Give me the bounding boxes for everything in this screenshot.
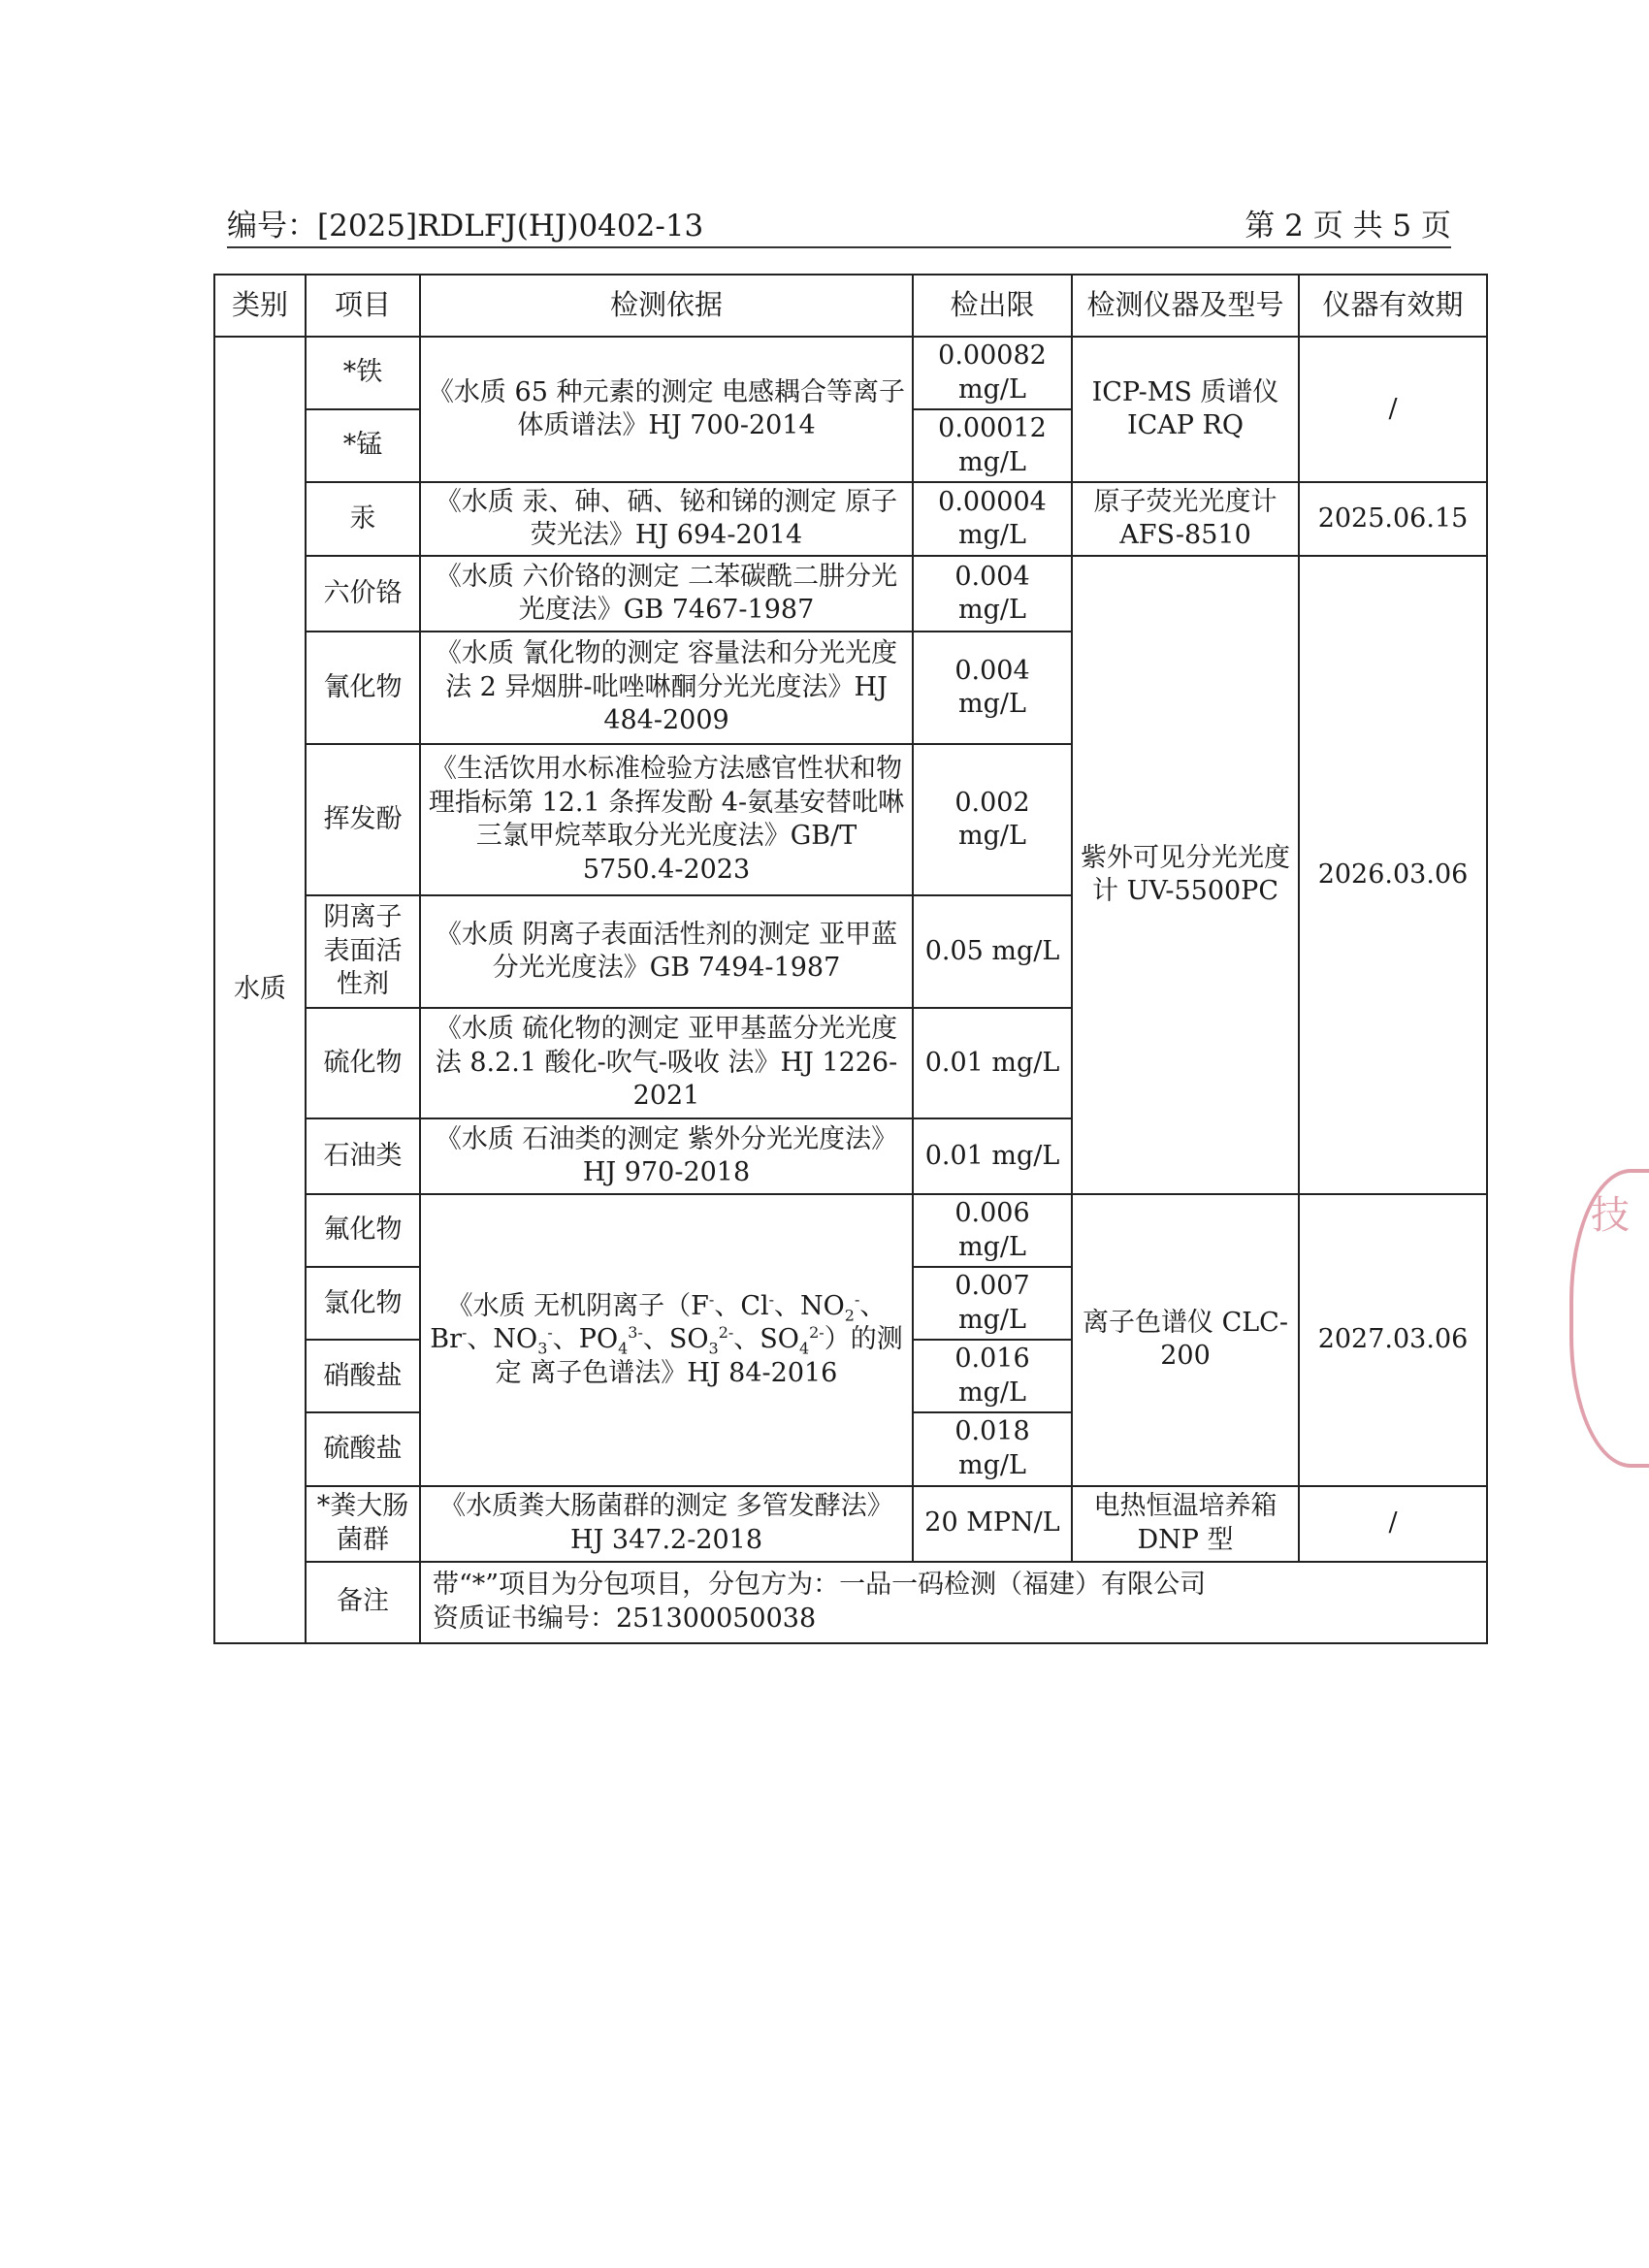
item-cell: 六价铬 bbox=[306, 556, 420, 632]
method-superscript: 2- bbox=[809, 1323, 824, 1343]
item-cell: 挥发酚 bbox=[306, 744, 420, 895]
method-superscript: - bbox=[768, 1289, 775, 1309]
method-text: 、SO bbox=[642, 1324, 709, 1355]
instrument-cell: 电热恒温培养箱 DNP 型 bbox=[1072, 1486, 1299, 1562]
seal-stamp bbox=[1569, 1169, 1649, 1468]
validity-cell: / bbox=[1299, 337, 1487, 482]
limit-cell: 0.004 mg/L bbox=[913, 632, 1072, 744]
validity-cell: / bbox=[1299, 1486, 1487, 1562]
col-header-item: 项目 bbox=[306, 275, 420, 337]
method-cell: 《水质 阴离子表面活性剂的测定 亚甲蓝分光光度法》GB 7494-1987 bbox=[420, 895, 913, 1008]
table-row bbox=[214, 482, 1487, 556]
method-text: 、PO bbox=[552, 1324, 619, 1355]
limit-cell: 0.007 mg/L bbox=[913, 1267, 1072, 1340]
remark-line-certificate: 资质证书编号：251300050038 bbox=[433, 1603, 817, 1634]
col-header-validity: 仪器有效期 bbox=[1299, 275, 1487, 337]
col-header-category: 类别 bbox=[214, 275, 306, 337]
item-cell: 硝酸盐 bbox=[306, 1340, 420, 1412]
limit-cell: 0.016 mg/L bbox=[913, 1340, 1072, 1412]
remark-row bbox=[214, 1562, 1487, 1643]
limit-cell: 20 MPN/L bbox=[913, 1486, 1072, 1562]
limit-cell: 0.01 mg/L bbox=[913, 1118, 1072, 1194]
method-text: ）的测定 离子色谱法》HJ 84-2016 bbox=[495, 1324, 903, 1388]
item-cell: 汞 bbox=[306, 482, 420, 556]
table-header-row bbox=[214, 275, 1487, 337]
limit-cell: 0.05 mg/L bbox=[913, 895, 1072, 1008]
validity-cell: 2026.03.06 bbox=[1299, 556, 1487, 1194]
limit-cell: 0.002 mg/L bbox=[913, 744, 1072, 895]
item-cell: 阴离子表面活性剂 bbox=[306, 895, 420, 1008]
method-text: 、NO bbox=[467, 1324, 538, 1355]
method-subscript: 2 bbox=[844, 1305, 855, 1324]
method-cell: 《水质 硫化物的测定 亚甲基蓝分光光度法 8.2.1 酸化-吹气-吸收 法》HJ 1226-2021 bbox=[420, 1008, 913, 1118]
item-cell: *铁 bbox=[306, 337, 420, 409]
instrument-cell: 紫外可见分光光度计 UV-5500PC bbox=[1072, 556, 1299, 1194]
method-cell: 《水质 汞、砷、硒、铋和锑的测定 原子荧光法》HJ 694-2014 bbox=[420, 482, 913, 556]
limit-cell: 0.00004 mg/L bbox=[913, 482, 1072, 556]
method-superscript: 3- bbox=[628, 1323, 643, 1343]
limit-cell: 0.00082 mg/L bbox=[913, 337, 1072, 409]
item-cell: *粪大肠菌群 bbox=[306, 1486, 420, 1562]
method-text: 《水质 无机阴离子（F bbox=[446, 1290, 709, 1321]
table-row bbox=[214, 337, 1487, 409]
item-cell: 硫酸盐 bbox=[306, 1412, 420, 1485]
method-cell: 《水质 六价铬的测定 二苯碳酰二肼分光光度法》GB 7467-1987 bbox=[420, 556, 913, 632]
method-subscript: 4 bbox=[618, 1339, 629, 1358]
col-header-limit: 检出限 bbox=[913, 275, 1072, 337]
method-cell: 《生活饮用水标准检验方法感官性状和物理指标第 12.1 条挥发酚 4-氨基安替吡啉三氯甲烷萃取分光光度法》GB/T 5750.4-2023 bbox=[420, 744, 913, 895]
method-text: 、NO bbox=[774, 1290, 845, 1321]
col-header-method: 检测依据 bbox=[420, 275, 913, 337]
method-superscript: - bbox=[854, 1289, 860, 1309]
limit-cell: 0.00012 mg/L bbox=[913, 409, 1072, 482]
item-cell: 氟化物 bbox=[306, 1194, 420, 1267]
method-text: 、SO bbox=[733, 1324, 799, 1355]
item-cell: *锰 bbox=[306, 409, 420, 482]
item-cell: 石油类 bbox=[306, 1118, 420, 1194]
method-subscript: 3 bbox=[708, 1339, 719, 1358]
method-superscript: - bbox=[708, 1289, 715, 1309]
instrument-cell: ICP-MS 质谱仪 ICAP RQ bbox=[1072, 337, 1299, 482]
document-number: 编号：[2025]RDLFJ(HJ)0402-13 bbox=[227, 209, 704, 243]
page-number: 第 2 页 共 5 页 bbox=[1245, 209, 1451, 243]
header-rule bbox=[227, 246, 1451, 248]
seal-stamp bbox=[1573, 621, 1649, 794]
method-cell: 《水质 石油类的测定 紫外分光光度法》HJ 970-2018 bbox=[420, 1118, 913, 1194]
remark-content bbox=[420, 1562, 1487, 1643]
limit-cell: 0.018 mg/L bbox=[913, 1412, 1072, 1485]
method-cell: 《水质粪大肠菌群的测定 多管发酵法》HJ 347.2-2018 bbox=[420, 1486, 913, 1562]
col-header-instrument: 检测仪器及型号 bbox=[1072, 275, 1299, 337]
method-superscript: 2- bbox=[718, 1323, 734, 1343]
method-superscript: - bbox=[547, 1323, 553, 1343]
method-text: 、Cl bbox=[714, 1290, 769, 1321]
category-cell: 水质 bbox=[214, 337, 306, 1643]
table-row bbox=[214, 556, 1487, 632]
item-cell: 氰化物 bbox=[306, 632, 420, 744]
table-row bbox=[214, 1194, 1487, 1267]
validity-cell: 2027.03.06 bbox=[1299, 1194, 1487, 1485]
method-subscript: 4 bbox=[798, 1339, 810, 1358]
item-cell: 硫化物 bbox=[306, 1008, 420, 1118]
detection-methods-table bbox=[213, 274, 1488, 1644]
page-header bbox=[227, 194, 1451, 244]
limit-cell: 0.01 mg/L bbox=[913, 1008, 1072, 1118]
limit-cell: 0.004 mg/L bbox=[913, 556, 1072, 632]
instrument-cell: 原子荧光光度计 AFS-8510 bbox=[1072, 482, 1299, 556]
method-cell bbox=[420, 1194, 913, 1485]
table-row bbox=[214, 1486, 1487, 1562]
method-superscript: - bbox=[462, 1323, 468, 1343]
method-cell: 《水质 65 种元素的测定 电感耦合等离子体质谱法》HJ 700-2014 bbox=[420, 337, 913, 482]
remark-line-subcontract: 带“*”项目为分包项目，分包方为：一品一码检测（福建）有限公司 bbox=[433, 1570, 1207, 1601]
method-subscript: 3 bbox=[537, 1339, 548, 1358]
validity-cell: 2025.06.15 bbox=[1299, 482, 1487, 556]
limit-cell: 0.006 mg/L bbox=[913, 1194, 1072, 1267]
remark-label: 备注 bbox=[306, 1562, 420, 1643]
instrument-cell: 离子色谱仪 CLC-200 bbox=[1072, 1194, 1299, 1485]
method-text: 、Br bbox=[430, 1290, 887, 1355]
method-cell: 《水质 氰化物的测定 容量法和分光光度法 2 异烟肼-吡唑啉酮分光光度法》HJ 484-2009 bbox=[420, 632, 913, 744]
item-cell: 氯化物 bbox=[306, 1267, 420, 1340]
seal-stamp-text: 技 bbox=[1591, 1193, 1630, 1238]
